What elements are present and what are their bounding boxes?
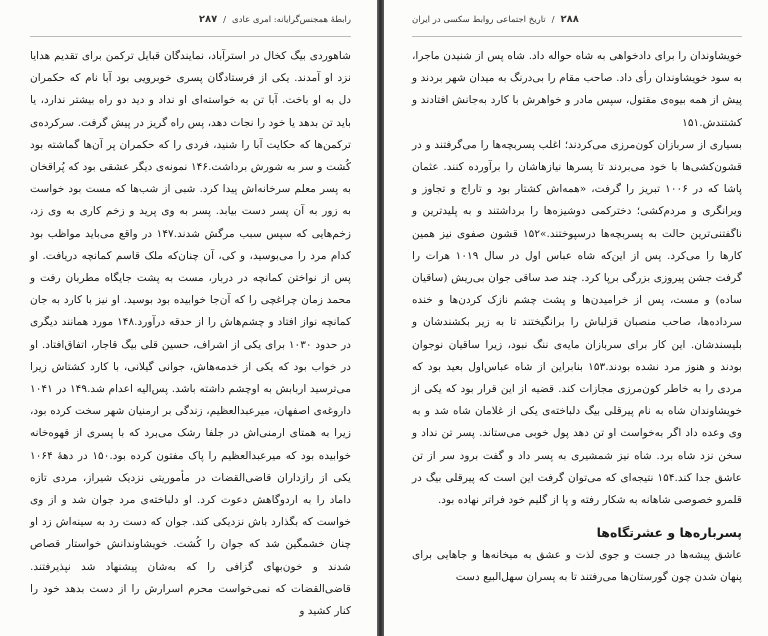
left-page-header	[30, 14, 351, 37]
left-running-title: رابطهٔ همجنس‌گرایانه: امری عادی	[232, 15, 351, 25]
right-body-paragraph-2: بسیاری از سربازان کون‌مرزی می‌کردند؛ اغلب پسربچه‌ها را می‌گرفتند و در قشون‌کشی‌ها با خود می‌بردند تا پسرها نیازهاشان را برآورده کنند. عثمان پاشا که در ۱۰۰۶ تبریز را گرفت، «همه‌اش کشتار بود و تاراج و تجاوز و ویرانگری و مردم‌کشی؛ دخترکمی دوشیزه‌ها را برداشتند و به پلیدترین و ناگفتنی‌ترین حالت به پسربچه‌ها درسپوختند.»۱۵۲ قشون صفوی نیز همین کارها را می‌کرد. پس از این‌که شاه عباس اول در سال ۱۰۱۹ هرات را گرفت جشن پیروزی بزرگی برپا کرد. چند صد ساقی جوان بی‌ریش (ساقیان ساده) و مست، پس از خرامیدن‌ها و پشت چشم نازک کردن‌ها و خنده سرداده‌ها، صاحب منصبان قزلباش را برانگیختند تا به زیر بکشندشان و بلیسندشان. این کار برای سربازان مایه‌ی ننگ نبود، زیرا ساقیان نوجوان بودند و هنوز مرد نشده بودند.۱۵۳ بنابراین از شاه عباس‌اول بعید بود که مردی را به خاطر کون‌مرزی مجازات کند. قضیه از این قرار بود که یکی از خویشاوندان شاه به نام پیرقلی بیگ دلباخته‌ی یکی از غلامان شاه شد و به وی وعده داد اگر به‌خواست او تن دهد پول خوبی می‌ستاند. پسر تن نداد و سخن نزد شاه برد. شاه نیز شمشیری به پسر داد و گفت برود سر از تن عاشق جدا کند.۱۵۴ نتیجه‌ای که می‌توان گرفت این است که پیرقلی بیگ در قلمرو خصوصی شاهانه به شکار رفته و پا از گلیم خود فراتر نهاده بود.	[412, 138, 743, 507]
section-heading: پسرباره‌ها و عشرتگاه‌ها	[596, 525, 742, 541]
left-header-separator: /	[223, 15, 227, 25]
right-page-header	[412, 14, 742, 37]
right-header-separator: /	[551, 15, 555, 25]
right-body-paragraph-1: خویشاوندان را برای دادخواهی به شاه حواله داد. شاه پس از شنیدن ماجرا، به سود خویشاوندان رأی داد. صاحب مقام را بی‌درنگ به میدان شهر بردند و پیش از همه بیوه‌ی مقتول، سپس مادر و خواهرش با کارد به‌جانش افتادند و کشتندش.۱۵۱	[412, 50, 742, 129]
book-gutter	[377, 0, 384, 636]
right-running-title: تاریخ اجتماعی روابط سکسی در ایران	[412, 15, 546, 25]
right-page-number: ۲۸۸	[560, 14, 579, 25]
left-page	[0, 0, 377, 636]
left-body-paragraph: شاهوردی بیگ کخال در استرآباد، نمایندگان قبایل ترکمن برای تقدیم هدایا نزد او آمدند. یکی از فرستادگان پسری خوبرویی بود آبا نام که حکمران دل به او باخت. آبا تن به خواسته‌ای او نداد و دید دو راه بیشتر ندارد، یا باید تن بدهد یا خود را نجات دهد، پس راه گریز در پیش گرفت. سرکرده‌ی ترکمن‌ها که حکایت آبا را شنید، فردی را که حکمران پر آن‌ها گماشته بود کُشت و سر به شورش برداشت.۱۴۶ نمونه‌ی دیگر عشقی بود که پُراقخان به پسر معلم سرخانه‌اش پیدا کرد. شبی از شب‌ها که مست بود خواست به زور به آن پسر دست بیابد. پسر به وی پرید و زخم کاری به وی زد، زخم‌هایی که سپس سبب مرگش شدند.۱۴۷ در واقع می‌باید مواظب بود کدام مرد را می‌بوسید، و کی، آن چنان‌که ملک قاسم کمانچه دریافت. او پس از نواختن کمانچه در دربار، مست به پشت جایگاه مطربان رفت و محمد زمان چراغچی را که آن‌جا خوابیده بود بوسید. او نیز با کارد به جان کمانچه نواز افتاد و چشم‌هاش را از حدقه درآورد.۱۴۸ مورد همانند دیگری در حدود ۱۰۳۰ برای یکی از اشراف، حسین قلی بیگ قاجار، اتفاق‌افتاد. او در خواب بود که یکی از خدمه‌هاش، جوانی گیلانی، با کارد کشتاش زیرا می‌ترسید اربابش به اوچشم داشته باشد. پس‌الیه اعدام شد.۱۴۹ در ۱۰۴۱ داروغه‌ی اصفهان، میرعبدالعظیم، زندگی بر ارمنیان شهر سخت کرده بود، زیرا به همتای ارمنی‌اش در جلفا رشک می‌برد که با پسری از قهوه‌خانه خوابیده بود که میرعبدالعظیم را پاک مفتون کرده بود.۱۵۰ در دههٔ ۱۰۶۴ یکی از رازداران قاضی‌القضات در مأموریتی نزدیک شیراز، مردی تازه داماد را به اردوگاهش دعوت کرد. او دلباخته‌ی مرد جوان شد و از وی خواست که بگذارد باش نزدیکی کند. جوان که دست رد به سینه‌اش زد او چنان خشمگین شد که جوان را کُشت. خویشاوندانش خواستار قصاص شدند و خون‌بهای گزافی را که به‌شان پیشنهاد شد نپذیرفتند. قاضی‌القضات که نمی‌خواست محرم اسرارش را از دست بدهد خود را کنار کشید و	[30, 50, 352, 618]
right-page	[384, 0, 768, 636]
right-body-paragraph-3: عاشق پیشه‌ها در جست و جوی لذت و عشق به میخانه‌ها و جاهایی برای پنهان شدن چون گورستان‌ها می‌رفتند تا به پسران سهل‌البیع دست	[412, 549, 742, 584]
left-page-number: ۲۸۷	[198, 14, 218, 25]
